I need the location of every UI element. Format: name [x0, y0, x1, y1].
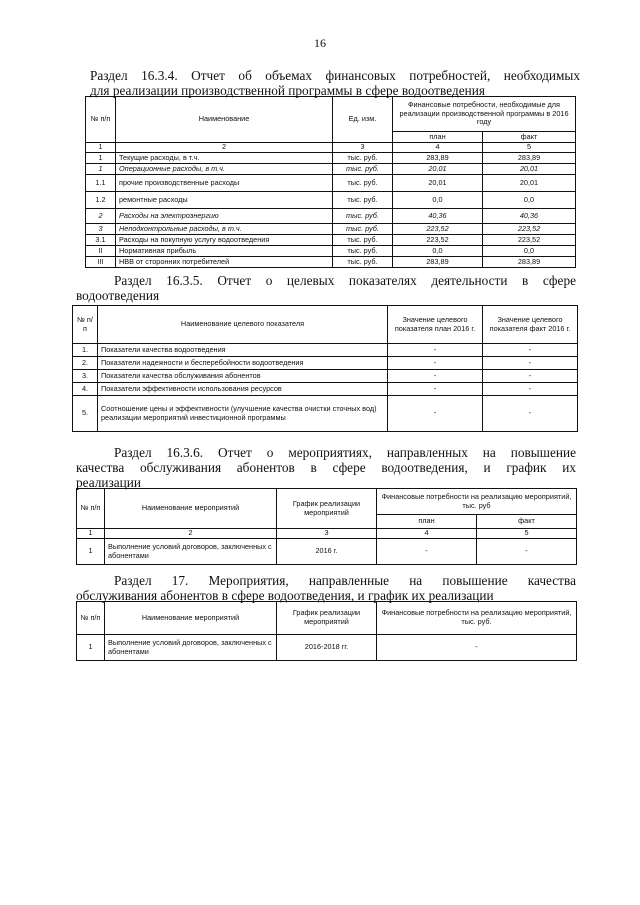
heading-line: реализации	[76, 475, 141, 490]
row-unit: тыс. руб.	[333, 164, 393, 175]
table-row	[86, 164, 576, 175]
row-financial-needs: -	[377, 635, 577, 661]
row-name: Неподконтрольные расходы, в т.ч.	[116, 224, 333, 235]
table-row	[73, 396, 578, 432]
row-unit: тыс. руб.	[333, 209, 393, 224]
section-16-3-4-heading	[90, 68, 580, 98]
table-row	[86, 235, 576, 246]
heading-line: качества обслуживания абонентов в сфере водоотведения, и график их	[76, 460, 576, 475]
row-plan: 283,89	[393, 153, 483, 164]
row-unit: тыс. руб.	[333, 192, 393, 209]
row-num: 4.	[73, 383, 98, 396]
row-unit: тыс. руб.	[333, 153, 393, 164]
header-plan: Значение целевого показателя план 2016 г.	[388, 306, 483, 344]
row-fact: 0,0	[483, 192, 576, 209]
row-fact: 20,01	[483, 175, 576, 192]
row-name: Показатели качества обслуживания абонентов	[98, 370, 388, 383]
row-plan: 223,52	[393, 235, 483, 246]
row-name: Выполнение условий договоров, заключенных с абонентами	[105, 539, 277, 565]
section-16-3-6-heading	[76, 445, 576, 490]
row-plan: 283,89	[393, 257, 483, 268]
header-financial-needs: Финансовые потребности на реализацию мероприятий, тыс. руб	[377, 489, 577, 515]
row-fact: -	[483, 383, 578, 396]
table-row	[86, 257, 576, 268]
section-17-heading	[76, 573, 576, 603]
col-number: 2	[105, 529, 277, 539]
row-name: Выполнение условий договоров, заключенных с абонентами	[105, 635, 277, 661]
row-name: Текущие расходы, в т.ч.	[116, 153, 333, 164]
row-num: 2.	[73, 357, 98, 370]
header-plan: план	[393, 132, 483, 143]
row-schedule: 2016-2018 гг.	[277, 635, 377, 661]
row-unit: тыс. руб.	[333, 224, 393, 235]
row-num: II	[86, 246, 116, 257]
row-fact: 283,89	[483, 153, 576, 164]
measures-report-table	[76, 488, 577, 565]
row-plan: -	[388, 357, 483, 370]
heading-line: для реализации производственной программы в сфере водоотведения	[90, 83, 485, 98]
header-schedule: График реализации мероприятий	[277, 489, 377, 529]
row-fact: -	[483, 370, 578, 383]
table-row	[86, 175, 576, 192]
table-row	[77, 635, 577, 661]
col-number: 3	[277, 529, 377, 539]
col-number: 4	[393, 143, 483, 153]
row-fact: -	[483, 344, 578, 357]
section-16-3-5-heading	[76, 273, 576, 303]
header-num: № п/п	[73, 306, 98, 344]
header-fact: факт	[483, 132, 576, 143]
row-num: 1.2	[86, 192, 116, 209]
row-plan: -	[388, 383, 483, 396]
header-num: № п/п	[77, 602, 105, 635]
row-name: Нормативная прибыль	[116, 246, 333, 257]
row-fact: -	[483, 357, 578, 370]
row-fact: -	[477, 539, 577, 565]
row-num: 1	[86, 153, 116, 164]
row-num: III	[86, 257, 116, 268]
row-name: прочие производственные расходы	[116, 175, 333, 192]
row-plan: -	[388, 370, 483, 383]
financial-needs-table	[85, 96, 576, 268]
header-name: Наименование мероприятий	[105, 602, 277, 635]
page-number: 16	[314, 36, 326, 50]
row-fact: 223,52	[483, 235, 576, 246]
row-num: 2	[86, 209, 116, 224]
table-row	[86, 153, 576, 164]
row-plan: 223,52	[393, 224, 483, 235]
row-fact: 20,01	[483, 164, 576, 175]
row-fact: -	[483, 396, 578, 432]
row-name: Показатели надежности и бесперебойности водоотведения	[98, 357, 388, 370]
row-schedule: 2016 г.	[277, 539, 377, 565]
row-num: 1	[86, 164, 116, 175]
row-name: Расходы на покупную услугу водоотведения	[116, 235, 333, 246]
row-unit: тыс. руб.	[333, 246, 393, 257]
header-financial-needs: Финансовые потребности на реализацию мероприятий, тыс. руб.	[377, 602, 577, 635]
header-financial-needs: Финансовые потребности, необходимые для реализации производственной программы в 2016 году	[393, 97, 576, 132]
row-num: 3.1	[86, 235, 116, 246]
heading-line: водоотведения	[76, 288, 160, 303]
heading-line: Раздел 16.3.6. Отчет о мероприятиях, направленных на повышение	[114, 445, 576, 460]
table-row	[73, 357, 578, 370]
header-fact: факт	[477, 515, 577, 529]
row-fact: 40,36	[483, 209, 576, 224]
row-unit: тыс. руб.	[333, 257, 393, 268]
col-number: 5	[483, 143, 576, 153]
row-plan: -	[377, 539, 477, 565]
heading-line: Раздел 16.3.5. Отчет о целевых показателях деятельности в сфере	[114, 273, 576, 288]
row-name: Операционные расходы, в т.ч.	[116, 164, 333, 175]
col-number: 5	[477, 529, 577, 539]
row-fact: 223,52	[483, 224, 576, 235]
row-name: Соотношение цены и эффективности (улучшение качества очистки сточных вод) реализации мероприятий инвестиционной программы	[98, 396, 388, 432]
header-name: Наименование мероприятий	[105, 489, 277, 529]
row-name: Расходы на электроэнергию	[116, 209, 333, 224]
row-plan: 0,0	[393, 192, 483, 209]
heading-line: обслуживания абонентов в сфере водоотведения, и график их реализации	[76, 588, 494, 603]
heading-line: Раздел 16.3.4. Отчет об объемах финансовых потребностей, необходимых	[90, 68, 580, 83]
table-row	[86, 224, 576, 235]
col-number: 3	[333, 143, 393, 153]
target-indicators-table	[72, 305, 578, 432]
row-name: ремонтные расходы	[116, 192, 333, 209]
header-schedule: График реализации мероприятий	[277, 602, 377, 635]
table-row	[77, 539, 577, 565]
row-plan: 20,01	[393, 175, 483, 192]
header-plan: план	[377, 515, 477, 529]
header-name: Наименование целевого показателя	[98, 306, 388, 344]
row-num: 1.1	[86, 175, 116, 192]
row-name: НВВ от сторонних потребителей	[116, 257, 333, 268]
row-plan: 0,0	[393, 246, 483, 257]
row-num: 1	[77, 539, 105, 565]
table-row	[73, 370, 578, 383]
row-name: Показатели качества водоотведения	[98, 344, 388, 357]
row-fact: 283,89	[483, 257, 576, 268]
row-unit: тыс. руб.	[333, 175, 393, 192]
row-num: 1.	[73, 344, 98, 357]
row-plan: -	[388, 396, 483, 432]
header-unit: Ед. изм.	[333, 97, 393, 143]
row-plan: 20,01	[393, 164, 483, 175]
col-number: 4	[377, 529, 477, 539]
heading-line: Раздел 17. Мероприятия, направленные на повышение качества	[114, 573, 576, 588]
header-num: № п/п	[77, 489, 105, 529]
table-row	[73, 383, 578, 396]
table-row	[86, 246, 576, 257]
row-fact: 0,0	[483, 246, 576, 257]
col-number: 1	[86, 143, 116, 153]
row-plan: 40,36	[393, 209, 483, 224]
row-name: Показатели эффективности использования ресурсов	[98, 383, 388, 396]
table-row	[86, 209, 576, 224]
header-name: Наименование	[116, 97, 333, 143]
header-num: № п/п	[86, 97, 116, 143]
col-number: 2	[116, 143, 333, 153]
table-row	[73, 344, 578, 357]
row-num: 1	[77, 635, 105, 661]
col-number: 1	[77, 529, 105, 539]
row-unit: тыс. руб.	[333, 235, 393, 246]
row-num: 3	[86, 224, 116, 235]
header-fact: Значение целевого показателя факт 2016 г.	[483, 306, 578, 344]
row-num: 3.	[73, 370, 98, 383]
row-plan: -	[388, 344, 483, 357]
table-row	[86, 192, 576, 209]
measures-plan-table	[76, 601, 577, 661]
row-num: 5.	[73, 396, 98, 432]
